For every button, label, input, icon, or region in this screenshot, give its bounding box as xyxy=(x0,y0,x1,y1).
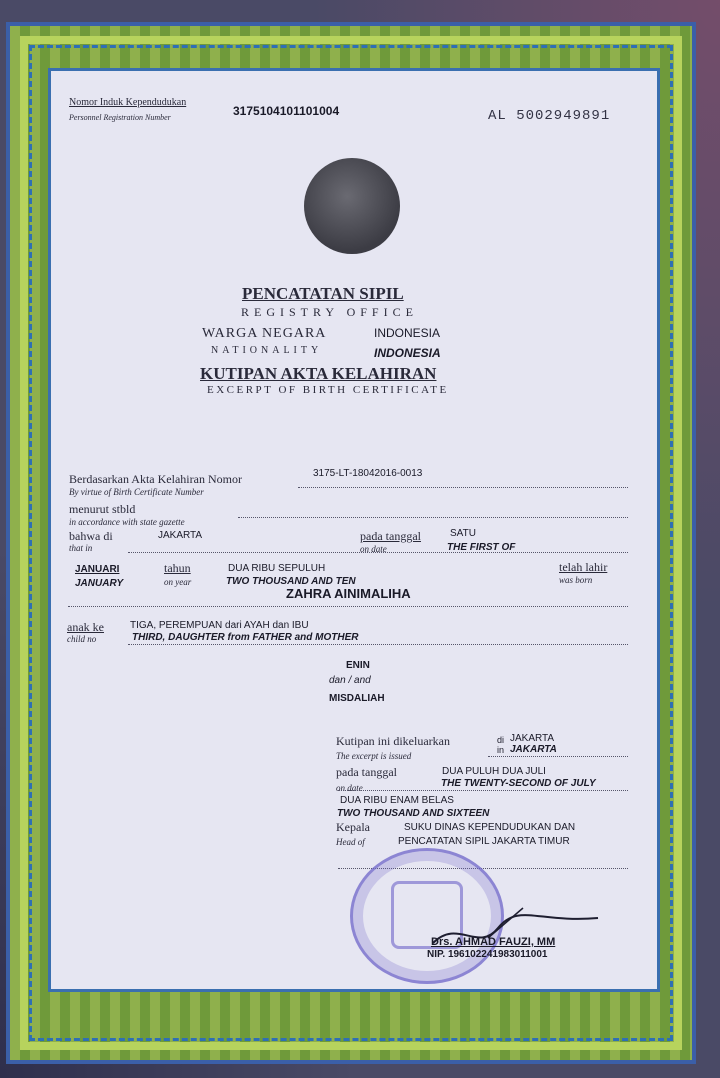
father-name: ENIN xyxy=(346,660,370,671)
dotted-line xyxy=(128,552,628,553)
document-title: KUTIPAN AKTA KELAHIRAN xyxy=(200,364,437,383)
issued-place: JAKARTA xyxy=(510,733,555,744)
office-title-en: REGISTRY OFFICE xyxy=(241,305,418,319)
nik-label: Nomor Induk Kependudukan xyxy=(69,97,187,108)
dotted-line xyxy=(298,487,628,488)
child-no: TIGA, PEREMPUAN dari AYAH dan IBU xyxy=(130,620,309,631)
birth-year: DUA RIBU SEPULUH xyxy=(228,563,326,574)
official-name: Drs. AHMAD FAUZI, MM xyxy=(431,936,556,948)
dotted-line xyxy=(128,644,628,645)
official-nip: NIP. 196102241983011001 xyxy=(427,949,548,960)
nationality-label-en: NATIONALITY xyxy=(211,345,323,356)
dotted-line xyxy=(488,756,628,757)
issued-in-label: di xyxy=(497,735,505,745)
child-no-en: THIRD, DAUGHTER from FATHER and MOTHER xyxy=(132,632,359,643)
nationality-value-en: INDONESIA xyxy=(374,346,441,360)
that-in-label-en: that in xyxy=(69,543,93,553)
head-office-2: PENCATATAN SIPIL JAKARTA TIMUR xyxy=(398,836,570,847)
issued-place-en: JAKARTA xyxy=(510,744,557,755)
cert-number-value: 3175-LT-18042016-0013 xyxy=(313,468,423,479)
mother-name: MISDALIAH xyxy=(329,693,385,704)
and-text: dan / and xyxy=(329,675,371,686)
dotted-line xyxy=(238,517,628,518)
stbld-label-en: in accordance with state gazette xyxy=(69,517,185,527)
on-date-label-en: on date xyxy=(360,544,387,554)
born-label: telah lahir xyxy=(559,560,608,574)
garuda-emblem xyxy=(304,158,400,254)
issued-year-en: TWO THOUSAND AND SIXTEEN xyxy=(337,808,490,819)
that-in-label: bahwa di xyxy=(69,529,113,543)
birth-day-en: THE FIRST OF xyxy=(447,542,516,553)
on-date-label: pada tanggal xyxy=(360,529,421,543)
cert-number-label-en: By virtue of Birth Certificate Number xyxy=(69,487,204,497)
year-label-en: on year xyxy=(164,577,192,587)
born-label-en: was born xyxy=(559,575,593,585)
year-label: tahun xyxy=(164,561,191,575)
stbld-label: menurut stbld xyxy=(69,502,136,516)
head-office: SUKU DINAS KEPENDUDUKAN DAN xyxy=(404,822,576,833)
issued-year: DUA RIBU ENAM BELAS xyxy=(340,795,454,806)
head-label-en: Head of xyxy=(336,837,365,847)
birth-month: JANUARI xyxy=(75,564,120,575)
issued-label: Kutipan ini dikeluarkan xyxy=(336,734,450,748)
dotted-line xyxy=(338,790,628,791)
document-title-en: EXCERPT OF BIRTH CERTIFICATE xyxy=(207,384,449,396)
nationality-value: INDONESIA xyxy=(374,326,441,340)
nik-label-en: Personnel Registration Number xyxy=(69,113,171,122)
office-title: PENCATATAN SIPIL xyxy=(242,284,404,303)
issued-in-label-en: in xyxy=(497,745,505,755)
child-no-label: anak ke xyxy=(67,620,104,634)
dotted-line xyxy=(68,606,628,607)
birth-month-en: JANUARY xyxy=(75,578,124,589)
head-label: Kepala xyxy=(336,820,370,834)
cert-number-label: Berdasarkan Akta Kelahiran Nomor xyxy=(69,472,242,486)
birth-year-en: TWO THOUSAND AND TEN xyxy=(226,576,356,587)
birth-day: SATU xyxy=(450,528,476,539)
birth-place: JAKARTA xyxy=(158,530,203,541)
child-no-label-en: child no xyxy=(67,634,97,644)
issued-date-label: pada tanggal xyxy=(336,765,397,779)
nationality-label: WARGA NEGARA xyxy=(202,326,327,341)
nik-value: 3175104101101004 xyxy=(233,104,340,118)
issued-date-label-en: on date xyxy=(336,783,363,793)
serial-number: AL 5002949891 xyxy=(488,108,611,124)
certificate-paper xyxy=(48,68,660,992)
child-name: ZAHRA AINIMALIHA xyxy=(286,586,411,601)
issued-label-en: The excerpt is issued xyxy=(336,751,412,761)
issued-date: DUA PULUH DUA JULI xyxy=(442,766,546,777)
issued-date-en: THE TWENTY-SECOND OF JULY xyxy=(441,778,596,789)
